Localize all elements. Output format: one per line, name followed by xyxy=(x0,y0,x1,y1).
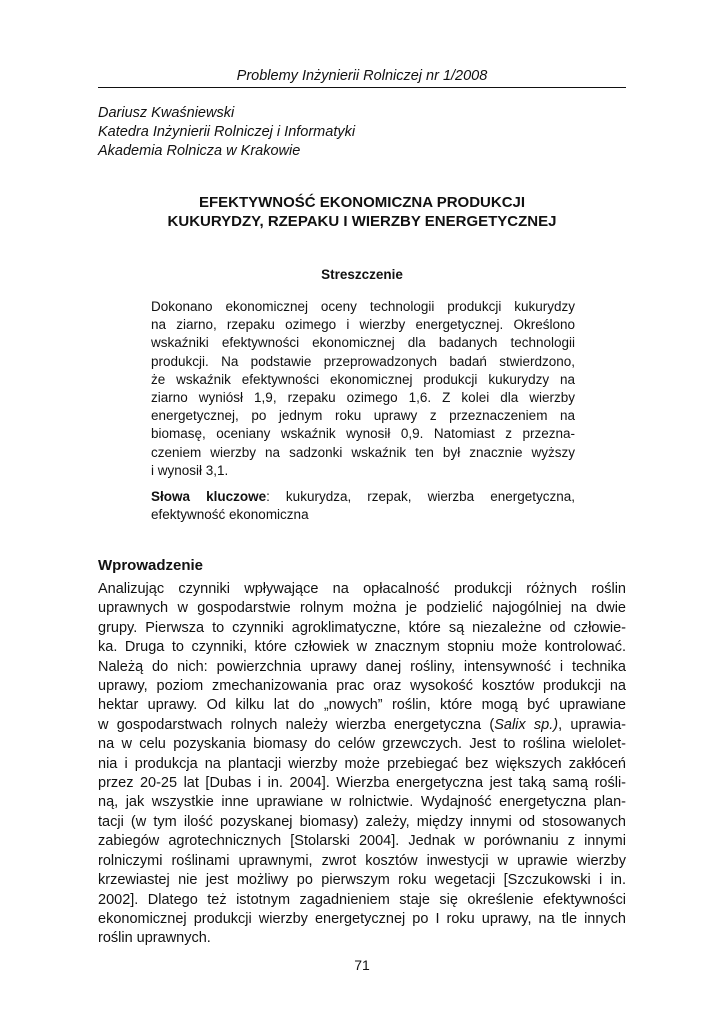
abstract-line: czeniem wierzby na sadzonki wskaźnik ten był znacznie wyższy xyxy=(151,444,575,460)
body-line: uprawy, poziom zmechanizowania prac oraz wysokość kosztów produkcji na xyxy=(98,678,626,695)
body-line: Należą do nich: powierzchnia uprawy danej rośliny, intensywność i technika xyxy=(98,658,626,675)
body-line: przez 20-25 lat [Dubas i in. 2004]. Wierzba energetyczna jest taką samą rośli- xyxy=(98,775,626,792)
paper-title xyxy=(98,193,626,231)
abstract-line: i wynosił 3,1. xyxy=(151,462,229,478)
body-line: krzewiastej nie jest możliwy po pierwszym roku wegetacji [Szczukowski i in. xyxy=(98,872,626,889)
author-institution: Akademia Rolnicza w Krakowie xyxy=(98,143,301,159)
title-line: EFEKTYWNOŚĆ EKONOMICZNA PRODUKCJI xyxy=(198,194,526,211)
body-line: rolniczymi roślinami uprawnymi, zwrot kosztów inwestycji w uprawie wierzby xyxy=(98,852,626,869)
keywords-values: : kukurydza, rzepak, wierzba energetyczna, xyxy=(266,489,576,504)
body-line: tacji (w tym ilość pozyskanej biomasy) zależy, między innymi od stosowanych xyxy=(98,813,626,830)
abstract-line: wskaźniki efektywności ekonomicznej dla badanych technologii xyxy=(151,335,575,351)
body-line: nia i produkcja na plantacji wierzby może przebiegać bez większych zakłóceń xyxy=(98,755,626,772)
body-line: na w celu pozyskania biomasy do celów grzewczych. Jest to roślina wielolet- xyxy=(98,736,626,753)
body-line: zabiegów agrotechnicznych [Stolarski 2004]. Jednak w porównaniu z innymi xyxy=(98,833,626,850)
body-line-head: w gospodarstwach rolnych należy wierzba energetyczna ( xyxy=(98,716,495,733)
body-line: ekonomicznej produkcji wierzby energetycznej po I roku uprawy, na tle innych xyxy=(98,910,626,927)
body-line: grupy. Pierwsza to czynniki agroklimatyczne, które są niezależne od człowie- xyxy=(98,619,626,636)
keywords xyxy=(151,488,575,524)
body-line: roślin uprawnych. xyxy=(98,930,211,947)
body-line xyxy=(98,716,626,735)
latin-name: Salix sp.) xyxy=(494,716,559,733)
abstract-line: Dokonano ekonomicznej oceny technologii produkcji kukurydzy xyxy=(151,299,575,314)
abstract-line: energetycznej, po jednym roku uprawy z przeznaczeniem na xyxy=(151,408,575,424)
intro-paragraph xyxy=(98,580,626,949)
abstract-line: ziarno wyniósł 1,9, rzepaku ozimego 1,6. Z kolei dla wierzby xyxy=(151,390,575,406)
body-line-tail: , uprawia- xyxy=(558,716,626,733)
abstract-line: produkcji. Na podstawie przeprowadzonych badań stwierdzono, xyxy=(151,353,575,369)
body-line: Analizując czynniki wpływające na opłacalność produkcji różnych roślin xyxy=(98,581,626,597)
body-line: hektar uprawy. Od kilku lat do „nowych” roślin, które mogą być uprawiane xyxy=(98,697,626,714)
abstract-heading: Streszczenie xyxy=(321,267,403,282)
author-name: Dariusz Kwaśniewski xyxy=(98,105,235,121)
keywords-line xyxy=(151,488,575,506)
body-line: ka. Druga to czynniki, które człowiek w znacznym stopniu może kontrolować. xyxy=(98,639,626,656)
page-number: 71 xyxy=(354,957,370,973)
keywords-label: Słowa kluczowe xyxy=(151,489,267,504)
title-line: KUKURYDZY, RZEPAKU I WIERZBY ENERGETYCZNEJ xyxy=(167,213,557,230)
abstract-line: że wskaźnik efektywności ekonomicznej produkcji kukurydzy na xyxy=(151,371,575,387)
body-line: 2002]. Dlatego też istotnym zagadnieniem staje się określenie efektywności xyxy=(98,891,626,908)
abstract-line: biomasę, oceniany wskaźnik wynosił 0,9. Natomiast z przezna- xyxy=(151,426,575,442)
running-header: Problemy Inżynierii Rolniczej nr 1/2008 xyxy=(98,66,626,88)
body-line: ną, jak wszystkie inne uprawiane w rolnictwie. Wydajność energetyczna plan- xyxy=(98,794,626,811)
body-line: uprawnych w gospodarstwie rolnym można je podzielić najogólniej na dwie xyxy=(98,600,626,617)
author-department: Katedra Inżynierii Rolniczej i Informatyki xyxy=(98,124,356,140)
author-block xyxy=(98,104,626,161)
keywords-line: efektywność ekonomiczna xyxy=(151,507,309,523)
abstract-text xyxy=(151,298,575,480)
section-heading: Wprowadzenie xyxy=(98,557,204,574)
abstract-line: na ziarno, rzepaku ozimego i wierzby energetycznej. Określono xyxy=(151,317,575,333)
